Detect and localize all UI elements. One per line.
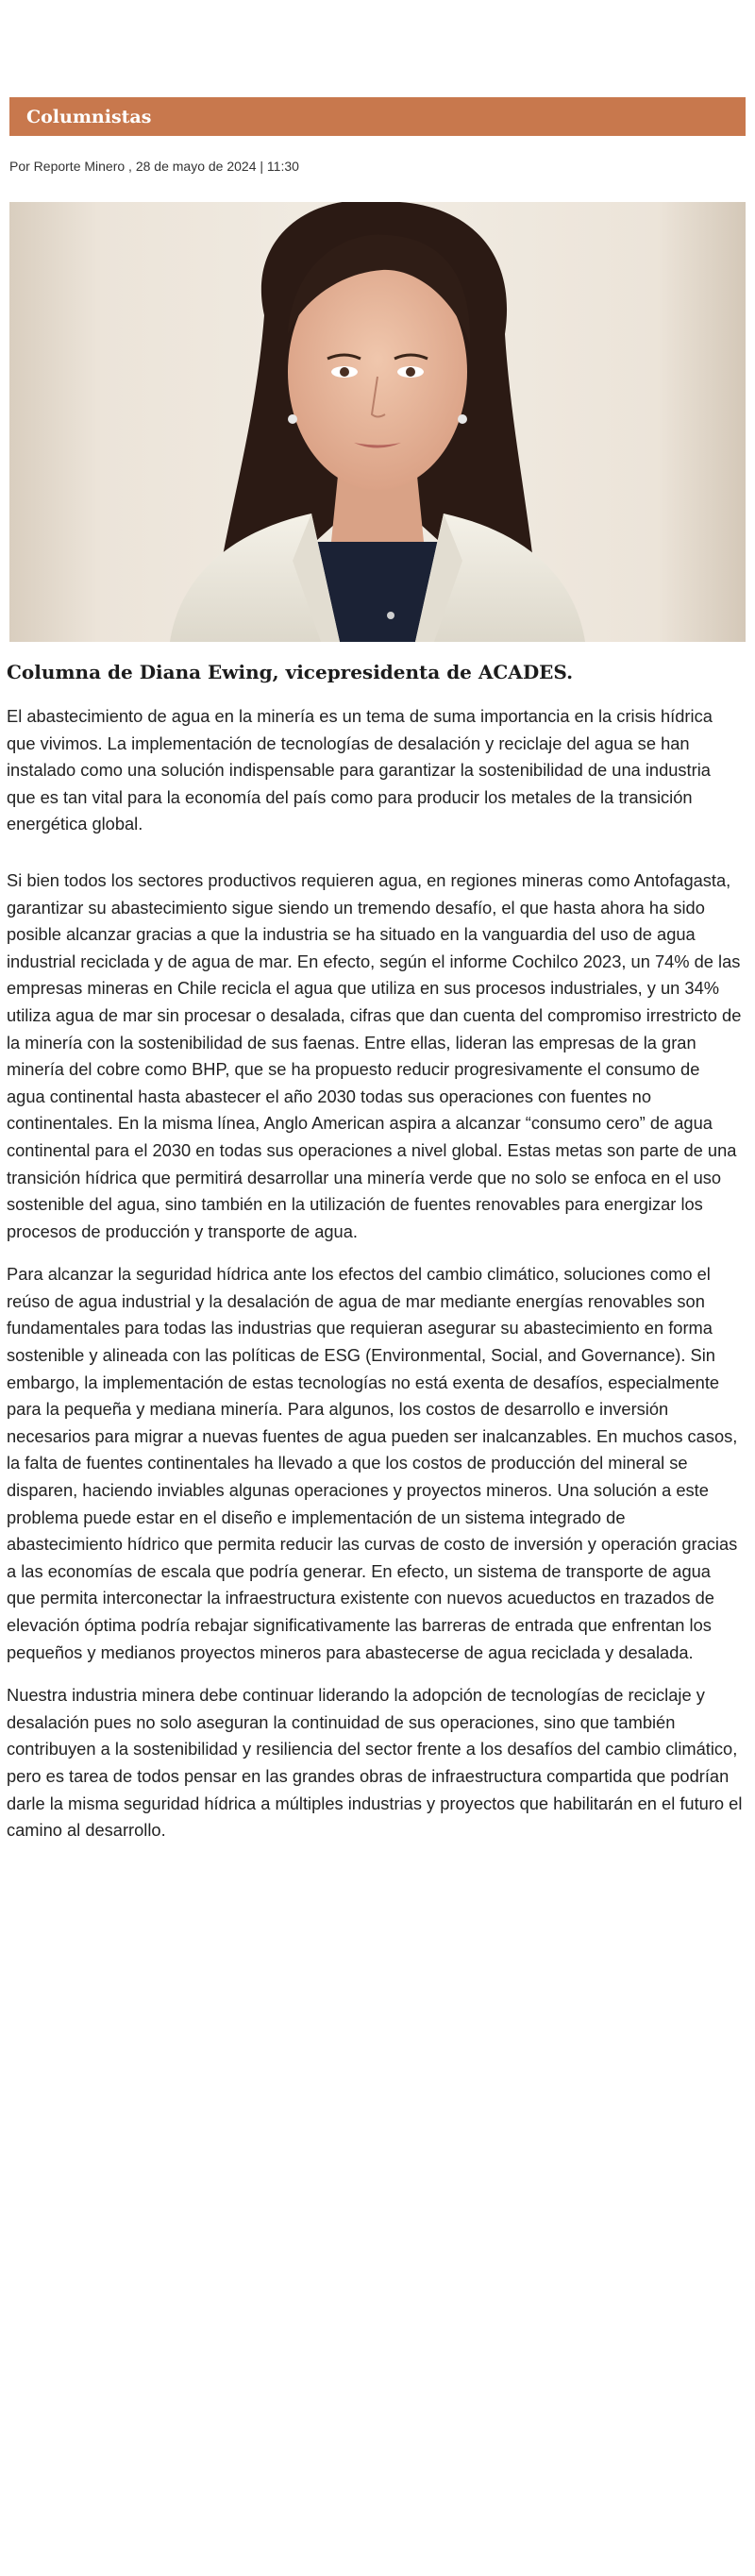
article-title: Columna de Diana Ewing, vicepresidenta de ACADES.: [7, 661, 574, 683]
section-header-bar: [9, 97, 746, 136]
article-paragraph: Para alcanzar la seguridad hídrica ante los efectos del cambio climático, soluciones como el reúso de agua industrial y la desalación de agua de mar mediante energías renovables son fundamentales para todas las industrias que requieran asegurar su abastecimiento en forma sostenible y alineada con las políticas de ESG (Environmental, Social, and Governance). Sin embargo, la implementación de estas tecnologías no está exenta de desafíos, especialmente para la pequeña y mediana minería. Para algunos, los costos de desarrollo e inversión necesarios para migrar a nuevas fuentes de agua pueden ser inalcanzables. En muchos casos, la falta de fuentes continentales ha llevado a que los costos de producción del mineral se disparen, haciendo inviables algunas operaciones y proyectos mineros. Una solución a este problema puede estar en el diseño e implementación de un sistema integrado de abastecimiento hídrico que permita reducir las curvas de costo de inversión y operación gracias a las economías de escala que podría generar. En efecto, un sistema de transporte de agua que permita interconectar la infraestructura existente con nuevos acueductos en trazados de elevación óptima podría rebajar significativamente las barreras de entrada que enfrentan los pequeños y medianos proyectos mineros para abastecerse de agua reciclada y desalada.: [7, 1264, 738, 1662]
portrait-photo: [9, 202, 746, 642]
article-body: [7, 703, 743, 1860]
portrait-illustration: [9, 202, 746, 642]
article-paragraph: El abastecimiento de agua en la minería es un tema de suma importancia en la crisis hídrica que vivimos. La implementación de tecnologías de desalación y reciclaje del agua se han instalado como una solución indispensable para garantizar la sostenibilidad de una industria que es tan vital para la economía del país como para producir los metales de la transición energética global.: [7, 706, 713, 834]
article-paragraph: Si bien todos los sectores productivos requieren agua, en regiones mineras como Antofagasta, garantizar su abastecimiento sigue siendo un tremendo desafío, el que hasta ahora ha sido posible alcanzar gracias a que la industria se ha situado en la vanguardia del uso de agua industrial reciclada y de agua de mar. En efecto, según el informe Cochilco 2023, un 74% de las empresas mineras en Chile recicla el agua que utiliza en sus procesos industriales, y un 34% utiliza agua de mar sin procesar o desalada, cifras que dan cuenta del compromiso irrestricto de la minería con la sostenibilidad de sus faenas. Entre ellas, lideran las empresas de la gran minería del cobre como BHP, que se ha propuesto reducir progresivamente el consumo de agua continental hasta abastecer el año 2030 todas sus operaciones con fuentes no continentales. En la misma línea, Anglo American aspira a alcanzar “consumo cero” de agua continental para el 2030 en todas sus operaciones a nivel global. Estas metas son parte de una transición hídrica que permitirá desarrollar una minería verde que no solo se enfoca en el uso sostenible del agua, sino también en la utilización de fuentes renovables para energizar los procesos de producción y transporte de agua.: [7, 869, 742, 1241]
article-paragraph: Nuestra industria minera debe continuar liderando la adopción de tecnologías de reciclaje y desalación pues no solo aseguran la continuidad de sus operaciones, sino que también contribuyen a la sostenibilidad y resiliencia del sector frente a los desafíos del cambio climático, pero es tarea de todos pensar en las grandes obras de infraestructura compartida que podrían darle la misma seguridad hídrica a múltiples industrias y proyectos que habilitarán en el futuro el camino al desarrollo.: [7, 1685, 743, 1841]
article-byline: Por Reporte Minero , 28 de mayo de 2024 | 11:30: [9, 159, 299, 174]
section-label: Columnistas: [26, 106, 152, 127]
